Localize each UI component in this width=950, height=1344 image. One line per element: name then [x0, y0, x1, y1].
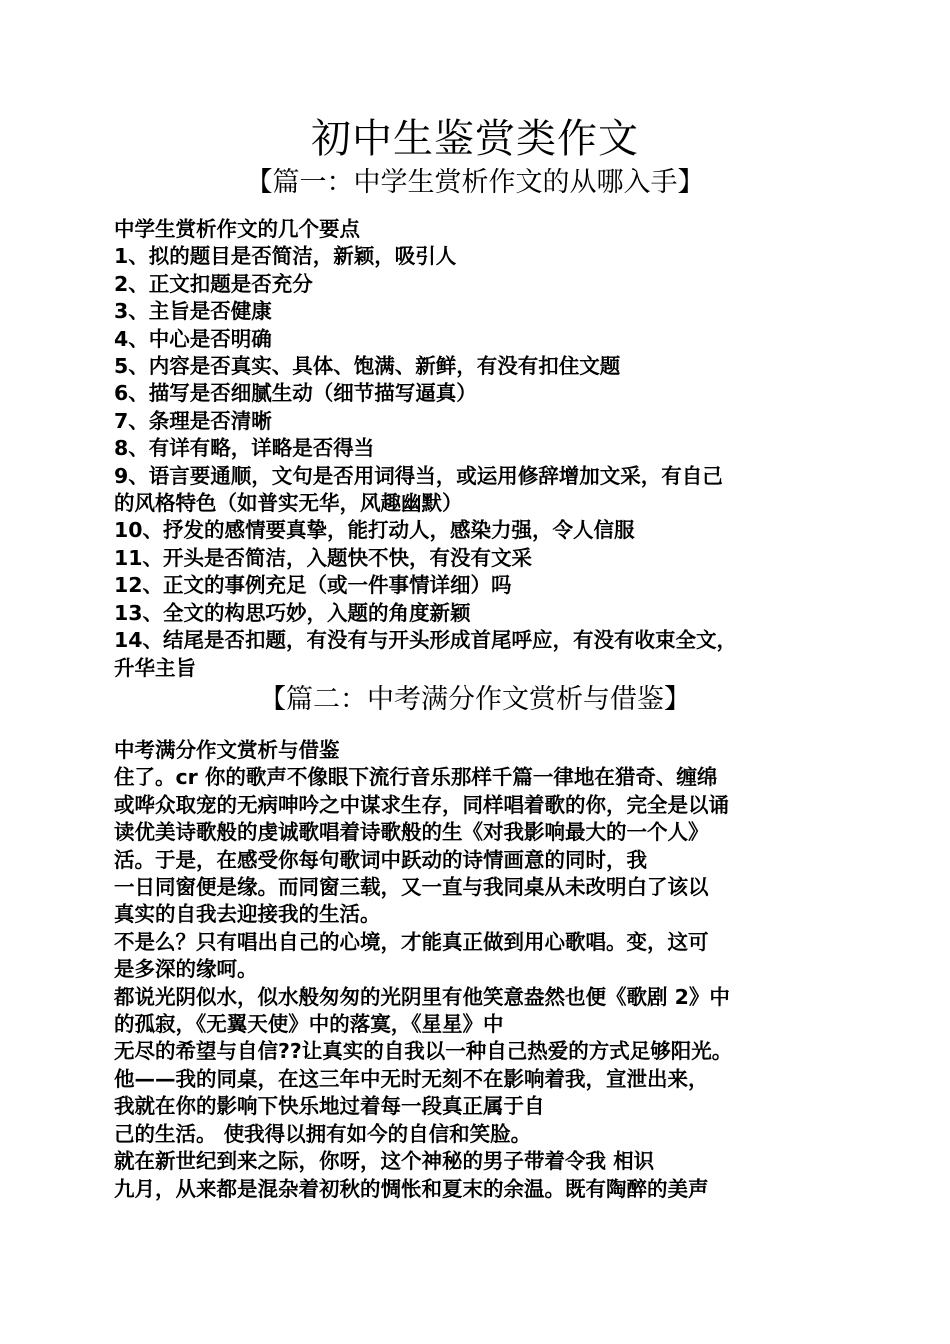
section-1-heading: 【篇一：中学生赏析作文的从哪入手】	[245, 167, 705, 198]
section-2-line: 不是么？只有唱出自己的心境，才能真正做到用心歌唱。变，这可	[114, 929, 709, 954]
section-2-line: 住了。cr 你的歌声不像眼下流行音乐那样千篇一律地在猎奇、缠绵	[114, 765, 718, 790]
section-2-line: 就在新世纪到来之际，你呀，这个神秘的男子带着令我 相识	[114, 1149, 655, 1174]
section-1-line: 7、条理是否清晰	[114, 408, 272, 433]
section-2-line: 是多深的缘呵。	[114, 957, 258, 982]
section-1-line: 1、拟的题目是否简洁，新颖，吸引人	[114, 244, 457, 269]
section-1-line: 10、抒发的感情要真挚，能打动人，感染力强，令人信服	[114, 518, 635, 543]
section-1-body	[114, 216, 844, 682]
section-2-body	[114, 737, 844, 1203]
section-1-line: 8、有详有略，详略是否得当	[114, 436, 375, 461]
section-2-line: 一日同窗便是缘。而同窗三载，又一直与我同桌从未改明白了该以	[114, 875, 709, 900]
section-1-line: 中学生赏析作文的几个要点	[114, 217, 360, 241]
section-2-line: 读优美诗歌般的虔诚歌唱着诗歌般的生《对我影响最大的一个人》	[114, 820, 709, 845]
document-title: 初中生鉴赏类作文	[311, 116, 639, 162]
section-2-line: 中考满分作文赏析与借鉴	[114, 738, 340, 762]
section-2-line: 我就在你的影响下快乐地过着每一段真正属于自	[114, 1094, 545, 1119]
section-2-line: 九月，从来都是混杂着初秋的惆怅和夏末的余温。既有陶醉的美声	[114, 1176, 709, 1201]
section-1-line: 3、主旨是否健康	[114, 299, 272, 324]
section-2-heading: 【篇二：中考满分作文赏析与借鉴】	[259, 684, 691, 715]
section-2-line: 真实的自我去迎接我的生活。	[114, 902, 381, 927]
section-2-line: 他——我的同桌，在这三年中无时无刻不在影响着我，宣泄出来，	[114, 1066, 709, 1091]
section-2-line: 活。于是，在感受你每句歌词中跃动的诗情画意的同时，我	[114, 847, 647, 872]
section-1-line: 9、语言要通顺，文句是否用词得当，或运用修辞增加文采，有自己	[114, 463, 723, 488]
section-2-line: 的孤寂，《无翼天使》中的落寞，《星星》中	[114, 1012, 504, 1037]
section-2-line: 无尽的希望与自信??让真实的自我以一种自己热爱的方式足够阳光。	[114, 1039, 733, 1064]
section-1-line: 13、全文的构思巧妙，入题的角度新颖	[114, 600, 471, 625]
section-1-line: 14、结尾是否扣题，有没有与开头形成首尾呼应，有没有收束全文，	[114, 628, 738, 653]
section-1-line: 11、开头是否简洁，入题快不快，有没有文采	[114, 545, 533, 570]
section-1-line: 2、正文扣题是否充分	[114, 271, 313, 296]
section-1-line: 5、内容是否真实、具体、饱满、新鲜，有没有扣住文题	[114, 354, 621, 379]
section-2-line: 或哗众取宠的无病呻吟之中谋求生存，同样唱着歌的你，完全是以诵	[114, 792, 729, 817]
section-1-line: 的风格特色（如普实无华，风趣幽默）	[114, 491, 463, 516]
section-1-line: 12、正文的事例充足（或一件事情详细）吗	[114, 573, 512, 598]
section-1-line: 6、描写是否细腻生动（细节描写逼真）	[114, 381, 477, 406]
section-2-line: 己的生活。 使我得以拥有如今的自信和笑脸。	[114, 1121, 532, 1146]
section-1-line: 4、中心是否明确	[114, 326, 272, 351]
section-1-line: 升华主旨	[114, 655, 196, 680]
section-2-line: 都说光阴似水，似水般匆匆的光阴里有他笑意盎然也便《歌剧 2》中	[114, 984, 730, 1009]
